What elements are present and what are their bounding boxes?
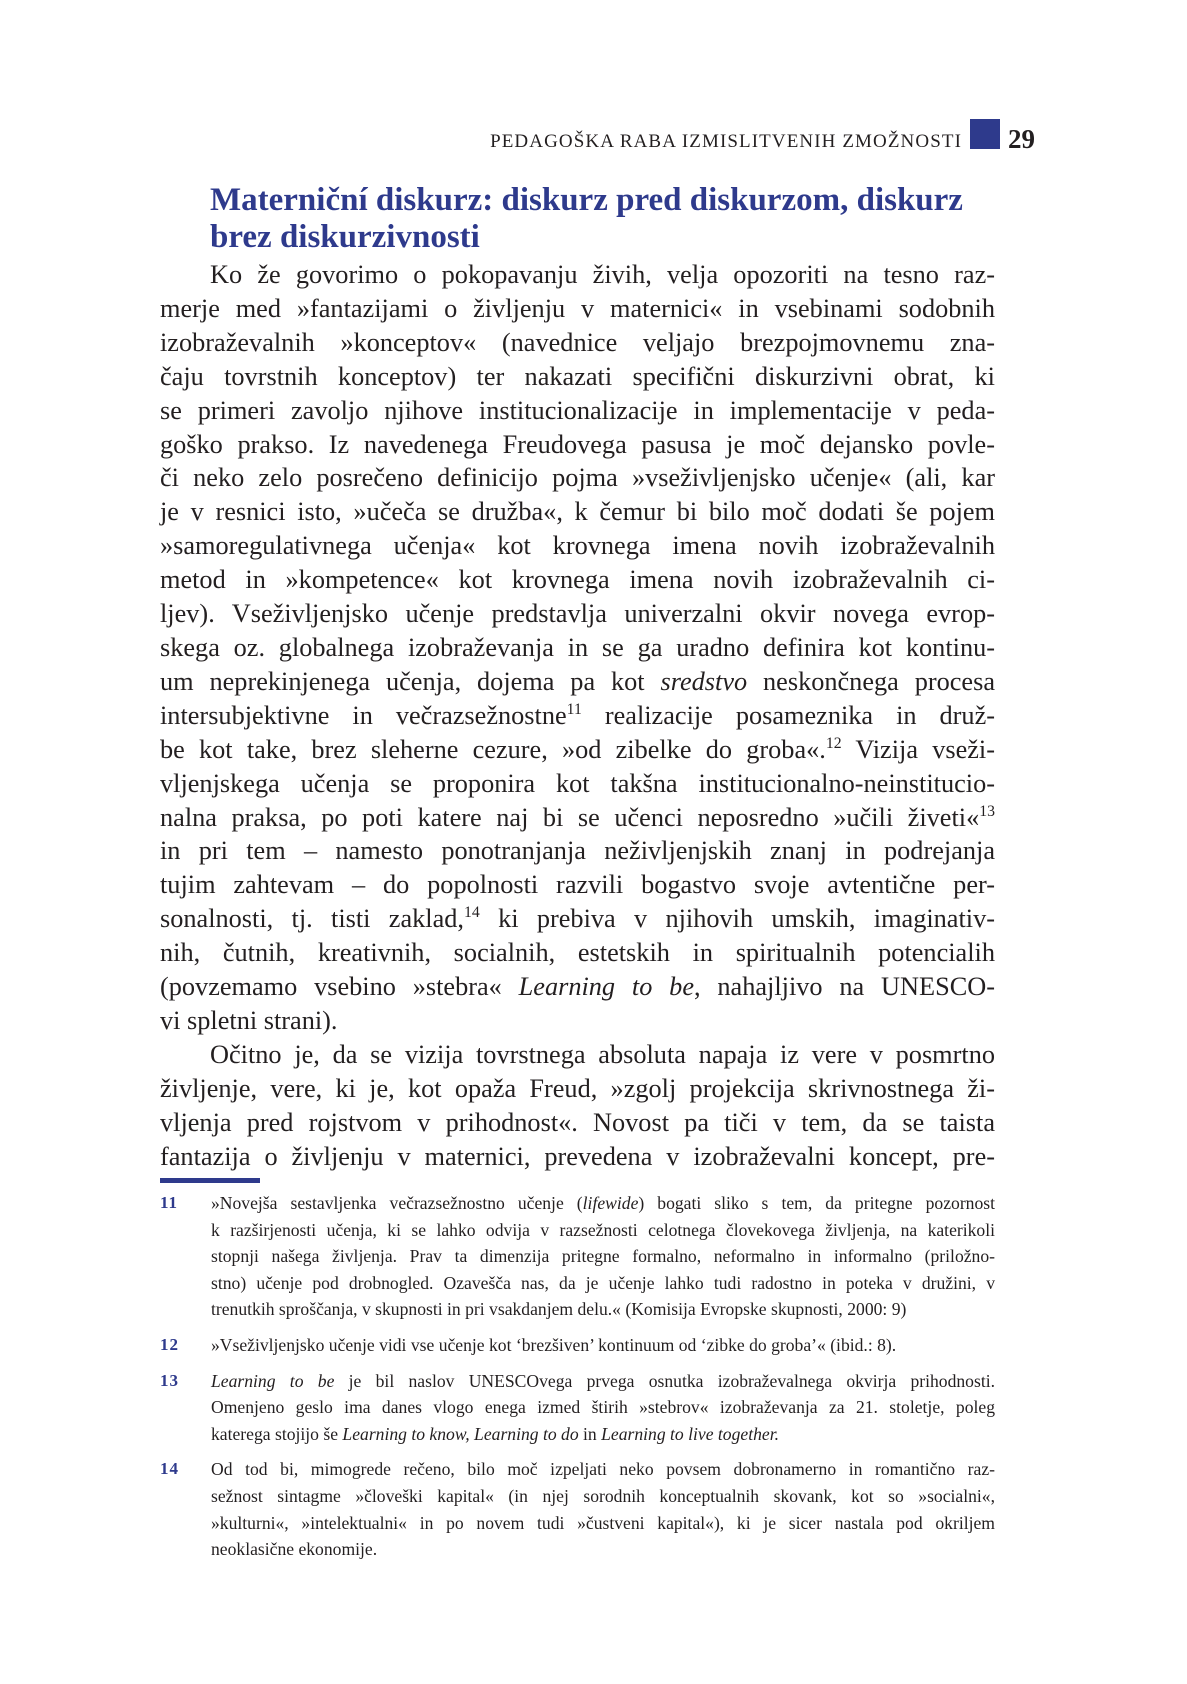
footnote-ref-14[interactable]: 14 (464, 904, 480, 922)
text-line: skega oz. globalnega izobraževanja in se ga uradno definira kot kontinu- (160, 632, 995, 662)
emphasis-lifewide: lifewide (582, 1193, 639, 1213)
running-title: PEDAGOŠKA RABA IZMISLITVENIH ZMOŽNOSTI (490, 131, 962, 152)
text-line: vljenja pred rojstvom v prihodnost«. Novost pa tiči v tem, da se taista (160, 1107, 995, 1137)
footnote-text (211, 1190, 995, 1323)
footnotes (160, 1190, 995, 1572)
text-line: je v resnici isto, »učeča se družba«, k čemur bi bilo moč dodati še pojem (160, 497, 995, 527)
text-line: metod in »kompetence« kot krovnega imena novih izobraževalnih ci- (160, 565, 995, 595)
paragraph-1 (160, 258, 995, 1038)
text-run: ki prebiva v njihovih umskih, imaginativ- (479, 904, 995, 934)
text-run: nalna praksa, po poti katere naj bi se učenci neposredno »učili živeti« (160, 802, 980, 832)
section-heading-line-2: brez diskurzivnosti (210, 219, 480, 255)
footnote-ref-13[interactable]: 13 (979, 802, 995, 820)
body-text (160, 258, 995, 1173)
footnote-ref-12[interactable]: 12 (825, 734, 842, 752)
footnote-ref-11[interactable]: 11 (566, 701, 582, 719)
footnote-number: 11 (160, 1193, 179, 1212)
text-line: čaju tovrstnih konceptov) ter nakazati specifični diskurzivni obrat, ki (160, 361, 995, 391)
text-line (211, 1190, 995, 1217)
footnote-text (211, 1368, 995, 1448)
text-run: ) bogati sliko s tem, da pritegne pozornost (638, 1193, 996, 1213)
text-line: či neko zelo posrečeno definicijo pojma »vseživljenjsko učenje« (ali, kar (160, 463, 995, 493)
footnote-11 (160, 1190, 995, 1323)
text-line (160, 801, 995, 835)
text-run: intersubjektivne in večrazsežnostne (160, 700, 567, 730)
footnote-14 (160, 1456, 995, 1562)
page-number: 29 (1008, 124, 1035, 154)
text-line: nih, čutnih, kreativnih, socialnih, estetskih in spiritualnih potencialih (160, 938, 995, 968)
footnote-text (211, 1456, 995, 1562)
text-line: izobraževalnih »konceptov« (navednice veljajo brezpojmovnemu zna- (160, 327, 995, 357)
text-line: »samoregulativnega učenja« kot krovnega imena novih izobraževalnih (160, 531, 995, 561)
emphasis-learning-to-live-together: Learning to live together. (601, 1423, 779, 1444)
text-run: um neprekinjenega učenja, dojema pa kot (160, 666, 661, 696)
footnote-12 (160, 1332, 995, 1359)
text-line: »kulturni«, »intelektualni« in po novem tudi »čustveni kapital«), ki je sicer nastala pod okriljem (211, 1512, 995, 1533)
text-run: Vizija vseži- (841, 734, 995, 764)
text-run: katerega stojijo še (211, 1423, 343, 1444)
text-run: je bil naslov UNESCOvega prvega osnutka izobraževalnega okvirja prihodnosti. (334, 1370, 995, 1391)
footnote-13 (160, 1368, 995, 1448)
footnote-number: 12 (160, 1334, 179, 1354)
paragraph-2 (160, 1038, 995, 1174)
text-line: Omenjeno geslo ima danes vlogo enega izmed štirih »stebrov« izobraževanja za 21. stoletje, poleg (211, 1397, 995, 1418)
text-line: Očitno je, da se vizija tovrstnega absoluta napaja iz vere v posmrtno (210, 1039, 995, 1069)
text-run: be kot take, brez sleherne cezure, »od zibelke do groba«. (160, 734, 826, 764)
text-line: se primeri zavoljo njihove institucionalizacije in implementacije v peda- (160, 395, 995, 425)
emphasis-learning-to-be: Learning to be (211, 1370, 335, 1391)
text-run: sonalnosti, tj. tisti zaklad, (160, 904, 464, 934)
text-line: merje med »fantazijami o življenju v maternici« in vsebinami sodobnih (160, 293, 995, 323)
section-heading-line-1: Materniční diskurz: diskurz pred diskurzom, diskurz (210, 182, 963, 218)
footnote-number: 13 (160, 1370, 179, 1390)
text-run: »Novejša sestavljenka večrazsežnostno učenje ( (211, 1193, 583, 1213)
text-line: stno) učenje pod drobnogled. Ozavešča nas, da je učenje lahko tudi radostno in poteka v družini, v (211, 1272, 995, 1293)
text-line (160, 902, 995, 936)
footnote-separator (160, 1178, 260, 1183)
text-line: sežnost sintagme »človeški kapital« (in njej sorodnih konceptualnih skovank, kot so »socialni«, (211, 1485, 995, 1506)
text-run: in (578, 1423, 602, 1444)
footnote-number: 14 (160, 1459, 179, 1479)
text-line: Ko že govorimo o pokopavanju živih, velja opozoriti na tesno raz- (210, 260, 995, 289)
text-line: fantazija o življenju v maternici, prevedena v izobraževalni koncept, pre- (160, 1141, 995, 1171)
text-line: neoklasične ekonomije. (211, 1539, 378, 1560)
text-line: goško prakso. Iz navedenega Freudovega pasusa je moč dejansko povle- (160, 429, 995, 459)
text-run: realizacije posameznika in druž- (581, 700, 995, 730)
text-line: »Vseživljenjsko učenje vidi vse učenje kot ‘brezšiven’ kontinuum od ‘zibke do groba’« (ibid.: 8). (211, 1334, 897, 1355)
text-line: vljenjskega učenja se proponira kot takšna institucionalno-neinstitucio- (160, 768, 995, 798)
emphasis-learning-to-know-do: Learning to know, Learning to do (342, 1423, 579, 1444)
text-line: življenje, vere, ki je, kot opaža Freud, »zgolj projekcija skrivnostnega ži- (160, 1073, 995, 1103)
header-accent-block (970, 119, 1000, 149)
text-line (160, 970, 995, 1004)
emphasis-sredstvo: sredstvo (660, 666, 748, 696)
text-run: , nahajljivo na UNESCO- (694, 972, 995, 1002)
emphasis-learning-to-be: Learning to be (518, 972, 694, 1002)
running-header (0, 119, 1187, 159)
text-line: ljev). Vseživljenjsko učenje predstavlja univerzalni okvir novega evrop- (160, 599, 995, 629)
text-line: Od tod bi, mimogrede rečeno, bilo moč izpeljati neko povsem dobronamerno in romantično raz- (211, 1459, 995, 1480)
text-line: vi spletni strani). (160, 1005, 338, 1035)
text-line: k razširjenosti učenja, ki se lahko odvija v razsežnosti celotnega človekovega življenja, na katerikoli (211, 1219, 995, 1240)
text-line: trenutkih sproščanja, v skupnosti in pri vsakdanjem delu.« (Komisija Evropske skupnosti, 2000: 9) (211, 1299, 907, 1320)
text-run: (povzemamo vsebino »stebra« (160, 972, 519, 1002)
text-line (211, 1421, 995, 1448)
text-line (160, 665, 995, 699)
section-heading (210, 182, 990, 256)
text-line (160, 733, 995, 767)
footnote-text (211, 1332, 995, 1359)
text-run: neskončnega procesa (747, 666, 995, 696)
text-line (160, 699, 995, 733)
text-line: in pri tem – namesto ponotranjanja neživljenjskih znanj in podrejanja (160, 836, 995, 866)
text-line: tujim zahtevam – do popolnosti razvili bogastvo svoje avtentične per- (160, 870, 995, 900)
text-line: stopnji našega življenja. Prav ta dimenzija pritegne formalno, neformalno in informalno (priložno- (211, 1246, 995, 1267)
text-line (211, 1368, 995, 1395)
